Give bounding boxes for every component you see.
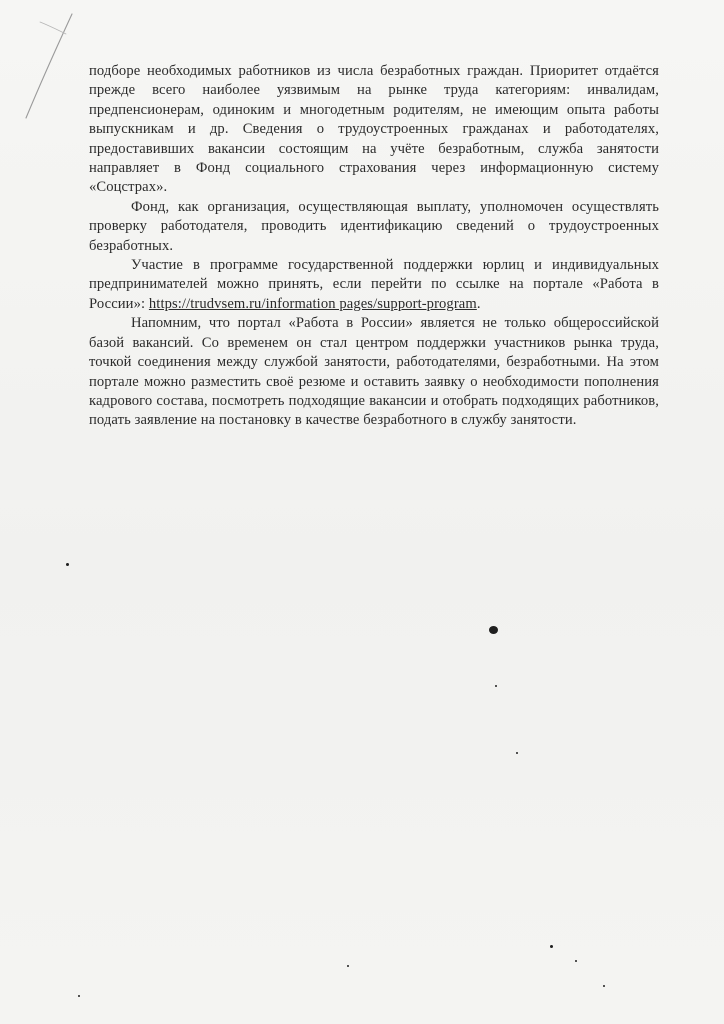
- paragraph-1: подборе необходимых работников из числа безработных граждан. Приоритет отдаётся прежде всего наиболее уязвимым на рынке труда категориям: инвалидам, предпенсионерам, одиноким и многодетным родителям, не имеющим опыта работы выпускникам и др. Сведения о трудоустроенных гражданах и работодателях, предоставивших вакансии состоящим на учёте безработным, служба занятости направляет в Фонд социального страхования через информационную систему «Соцстрах».: [89, 63, 659, 196]
- paragraph-3-end: .: [476, 295, 481, 312]
- paragraph-4: Напомним, что портал «Работа в России» является не только общероссийской базой вакансий. Со временем он стал центром поддержки участников рынка труда, точкой соединения между службой занятости, работодателями, безработными. На этом портале можно разместить своё резюме и оставить заявку о необходимости пополнения кадрового состава, посмотреть подходящие вакансии и отобрать подходящих работников, подать заявление на постановку в качестве безработного в службу занятости.: [89, 315, 659, 429]
- dust-speck: [78, 995, 80, 997]
- dust-speck: [550, 945, 553, 948]
- dust-speck: [495, 685, 497, 687]
- dust-speck: [603, 985, 605, 987]
- support-program-link[interactable]: https://trudvsem.ru/information pages/support-program: [148, 295, 477, 312]
- dust-speck: [66, 563, 69, 566]
- document-body: [89, 62, 659, 431]
- dust-speck: [347, 965, 349, 967]
- paragraph-3: [89, 256, 659, 314]
- dust-speck: [516, 752, 518, 754]
- paragraph-2: Фонд, как организация, осуществляющая выплату, уполномочен осуществлять проверку работодателя, проводить идентификацию сведений о трудоустроенных безработных.: [89, 198, 659, 254]
- ink-blot: [489, 626, 498, 634]
- dust-speck: [575, 960, 577, 962]
- paragraph-3-text: Участие в программе государственной поддержки юрлиц и индивидуальных предпринимателей можно принять, если перейти по ссылке на портале «Работа в России»:: [89, 257, 659, 312]
